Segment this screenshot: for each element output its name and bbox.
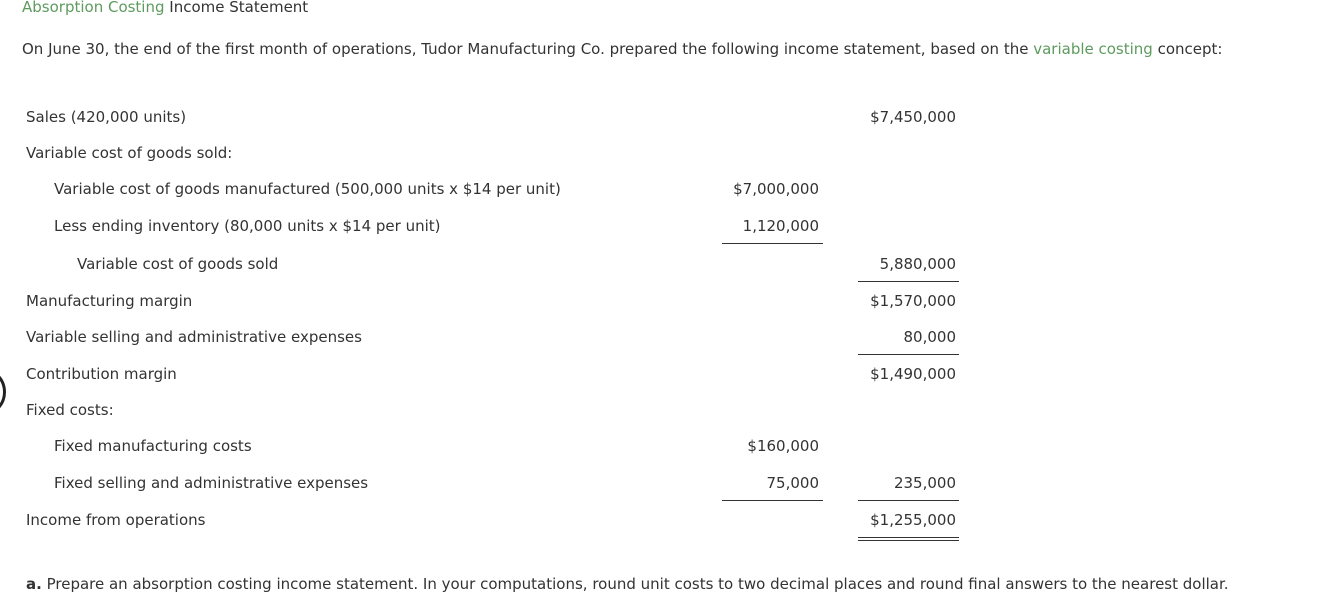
row-value-col2: 235,000 (893, 474, 956, 492)
intro-text-before: On June 30, the end of the first month of operations, Tudor Manufacturing Co. prepared the following income statement, based on the (22, 40, 1034, 58)
row-label: Variable cost of goods manufactured (500,000 units x $14 per unit) (54, 180, 561, 198)
row-value-col2: 80,000 (903, 328, 956, 346)
row-value-col2: $7,450,000 (870, 108, 956, 126)
intro-text-after: concept: (1152, 40, 1223, 58)
row-label: Variable selling and administrative expenses (26, 328, 362, 346)
underline-rule (722, 500, 823, 501)
intro-paragraph (22, 39, 1222, 59)
statement-row-contribution-margin (0, 363, 1000, 385)
row-label: Fixed selling and administrative expenses (54, 474, 369, 492)
statement-row-sales (0, 106, 1000, 128)
statement-row-fixed-manufacturing (0, 435, 1000, 457)
statement-row-variable-cogs (0, 253, 1000, 275)
row-label: Sales (420,000 units) (26, 108, 187, 126)
underline-rule (858, 500, 959, 501)
row-label: Fixed manufacturing costs (54, 437, 252, 455)
statement-row-fixed-costs-heading (0, 399, 1000, 421)
statement-row-variable-cogs-heading (0, 142, 1000, 164)
row-label: Variable cost of goods sold: (26, 144, 233, 162)
title-rest: Income Statement (164, 0, 309, 16)
question-text: Prepare an absorption costing income statement. In your computations, round unit costs to two decimal places and round final answers to the nearest dollar. (41, 575, 1229, 593)
statement-row-manufacturing-margin (0, 290, 1000, 312)
page-title (22, 0, 308, 17)
underline-rule (858, 281, 959, 282)
row-label: Less ending inventory (80,000 units x $14 per unit) (54, 217, 441, 235)
variable-costing-link[interactable]: variable costing (1033, 40, 1153, 58)
statement-row-variable-cogm (0, 178, 1000, 200)
row-label: Manufacturing margin (26, 292, 193, 310)
question-letter: a. (26, 575, 42, 593)
row-value-col1: $160,000 (747, 437, 819, 455)
double-underline-rule (858, 537, 959, 541)
statement-row-variable-sga (0, 326, 1000, 348)
row-value-col2: 5,880,000 (879, 255, 956, 273)
statement-row-income-from-operations (0, 509, 1000, 531)
underline-rule (858, 354, 959, 355)
row-label: Contribution margin (26, 365, 177, 383)
statement-row-fixed-sga (0, 472, 1000, 494)
underline-rule (722, 243, 823, 244)
row-label: Income from operations (26, 511, 206, 529)
row-value-col2: $1,570,000 (870, 292, 956, 310)
row-value-col2: $1,490,000 (870, 365, 956, 383)
statement-row-ending-inventory (0, 215, 1000, 237)
row-value-col1: 1,120,000 (742, 217, 819, 235)
row-value-col2: $1,255,000 (870, 511, 956, 529)
row-label: Fixed costs: (26, 401, 114, 419)
question-prompt (26, 574, 1229, 594)
title-link[interactable]: Absorption Costing (22, 0, 165, 16)
row-value-col1: 75,000 (766, 474, 819, 492)
row-value-col1: $7,000,000 (733, 180, 819, 198)
row-label: Variable cost of goods sold (77, 255, 279, 273)
